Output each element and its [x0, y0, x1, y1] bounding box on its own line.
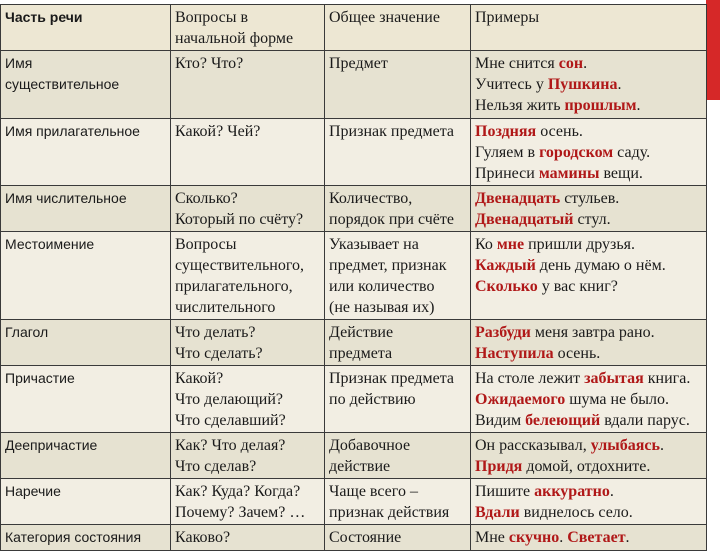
meaning-text: Чаще всего –	[329, 483, 418, 500]
example-text: пришли друзья.	[524, 236, 635, 253]
part-of-speech-name: Причастие	[5, 370, 75, 386]
example-sentence	[475, 121, 702, 142]
highlighted-word: Ожидаемого	[475, 391, 566, 408]
parts-of-speech-table	[0, 4, 707, 551]
questions-cell	[171, 186, 325, 232]
example-sentence	[475, 343, 702, 364]
questions-cell	[171, 525, 325, 551]
examples-cell	[471, 51, 707, 119]
meaning-cell	[325, 525, 471, 551]
meaning-text: Указывает на	[329, 236, 419, 253]
question-text: Вопросы	[175, 236, 237, 253]
question-text: Сколько?	[175, 190, 238, 207]
example-text: На столе лежит	[475, 370, 585, 387]
example-text: .	[660, 437, 664, 454]
question-text: Каково?	[175, 529, 231, 546]
example-sentence	[475, 527, 702, 548]
meaning-text: порядок при счёте	[329, 211, 454, 228]
highlighted-word: Разбуди	[475, 324, 531, 341]
table-row	[1, 366, 707, 433]
example-text: стульев.	[560, 190, 620, 207]
example-sentence	[475, 188, 702, 209]
part-of-speech-name: Категория состояния	[5, 529, 142, 545]
part-of-speech-name: Имя	[5, 55, 33, 71]
example-text: .	[609, 483, 614, 500]
highlighted-word: забытая	[584, 370, 644, 387]
header-part-of-speech: Часть речи	[1, 5, 171, 51]
question-text: Кто? Что?	[175, 55, 244, 72]
questions-cell	[171, 479, 325, 525]
part-of-speech-name: Имя прилагательное	[5, 123, 140, 139]
example-text: день думаю о нём.	[535, 257, 666, 274]
highlighted-word: Придя	[475, 458, 523, 475]
part-of-speech-name: Наречие	[5, 483, 61, 499]
examples-cell	[471, 232, 707, 320]
part-of-speech-name: Имя числительное	[5, 190, 127, 206]
question-text: Какой?	[175, 370, 224, 387]
example-sentence	[475, 276, 702, 297]
example-sentence	[475, 481, 702, 502]
example-text: Нельзя жить	[475, 97, 565, 114]
examples-cell	[471, 320, 707, 366]
example-sentence	[475, 95, 702, 116]
highlighted-word: улыбаясь	[590, 437, 660, 454]
header-examples: Примеры	[471, 5, 707, 51]
example-sentence	[475, 456, 702, 477]
part-of-speech-cell	[1, 232, 171, 320]
question-text: Как? Что делая?	[175, 437, 286, 454]
highlighted-word: Сколько	[475, 278, 538, 295]
example-text: у вас книг?	[537, 278, 618, 295]
question-text: прилагательного,	[175, 278, 293, 295]
table-row	[1, 186, 707, 232]
header-questions-line: Вопросы в	[175, 9, 249, 26]
meaning-text: Количество,	[329, 190, 413, 207]
question-text: Что сделавший?	[175, 412, 286, 429]
meaning-text: предмет, признак	[329, 257, 447, 274]
question-text: существительного,	[175, 257, 305, 274]
example-text: стул.	[573, 211, 611, 228]
meaning-text: предмета	[329, 345, 393, 362]
meaning-text: Добавочное	[329, 437, 411, 454]
example-text: Он рассказывал,	[475, 437, 591, 454]
meaning-text: Признак предмета	[329, 123, 454, 140]
example-text: Пишите	[475, 483, 535, 500]
highlighted-word: сон	[558, 55, 584, 72]
example-text: .	[583, 55, 588, 72]
highlighted-word: Двенадцать	[475, 190, 561, 207]
example-sentence	[475, 435, 702, 456]
questions-cell	[171, 51, 325, 119]
table-row	[1, 525, 707, 551]
meaning-cell	[325, 320, 471, 366]
meaning-cell	[325, 119, 471, 186]
meaning-cell	[325, 51, 471, 119]
question-text: Почему? Зачем? …	[175, 504, 306, 521]
table-row	[1, 119, 707, 186]
questions-cell	[171, 119, 325, 186]
question-text: числительного	[175, 299, 276, 316]
meaning-text: признак действия	[329, 504, 450, 521]
highlighted-word: прошлым	[564, 97, 637, 114]
example-text: книга.	[643, 370, 691, 387]
highlighted-word: Пушкина	[547, 76, 618, 93]
example-text: Видим	[475, 412, 526, 429]
highlighted-word: Светает	[567, 529, 626, 546]
part-of-speech-cell	[1, 366, 171, 433]
meaning-text: Предмет	[329, 55, 388, 72]
highlighted-word: Вдали	[475, 504, 520, 521]
example-text: .	[625, 529, 630, 546]
meaning-text: Признак предмета	[329, 370, 454, 387]
part-of-speech-cell	[1, 479, 171, 525]
example-text: осень.	[553, 345, 601, 362]
example-text: .	[559, 529, 568, 546]
header-questions	[171, 5, 325, 51]
examples-cell	[471, 433, 707, 479]
example-text: шума не было.	[565, 391, 669, 408]
example-text: виднелось село.	[519, 504, 633, 521]
highlighted-word: мне	[496, 236, 525, 253]
example-text: Принеси	[475, 165, 539, 182]
example-sentence	[475, 255, 702, 276]
meaning-text: Действие	[329, 324, 394, 341]
example-sentence	[475, 209, 702, 230]
question-text: Как? Куда? Когда?	[175, 483, 301, 500]
red-accent-bar	[706, 0, 720, 100]
questions-cell	[171, 433, 325, 479]
questions-cell	[171, 320, 325, 366]
part-of-speech-cell	[1, 51, 171, 119]
example-sentence	[475, 410, 702, 431]
part-of-speech-name: Глагол	[5, 324, 49, 340]
meaning-cell	[325, 186, 471, 232]
meaning-cell	[325, 479, 471, 525]
meaning-text: Состояние	[329, 529, 402, 546]
part-of-speech-name: существительное	[5, 76, 120, 92]
meaning-text: по действию	[329, 391, 416, 408]
example-text: Мне снится	[475, 55, 559, 72]
part-of-speech-cell	[1, 433, 171, 479]
example-sentence	[475, 368, 702, 389]
meaning-cell	[325, 433, 471, 479]
example-text: Учитесь у	[475, 76, 548, 93]
highlighted-word: Поздняя	[475, 123, 537, 140]
highlighted-word: Каждый	[475, 257, 536, 274]
part-of-speech-cell	[1, 525, 171, 551]
highlighted-word: аккуратно	[534, 483, 610, 500]
example-text: вдали парус.	[600, 412, 690, 429]
example-sentence	[475, 502, 702, 523]
meaning-text: или количество	[329, 278, 435, 295]
example-sentence	[475, 74, 702, 95]
example-sentence	[475, 234, 702, 255]
example-text: .	[636, 97, 641, 114]
questions-cell	[171, 232, 325, 320]
examples-cell	[471, 525, 707, 551]
examples-cell	[471, 186, 707, 232]
part-of-speech-cell	[1, 186, 171, 232]
meaning-text: действие	[329, 458, 391, 475]
part-of-speech-name: Местоимение	[5, 236, 95, 252]
part-of-speech-cell	[1, 320, 171, 366]
header-meaning: Общее значение	[325, 5, 471, 51]
table-row	[1, 479, 707, 525]
table-row	[1, 320, 707, 366]
example-sentence	[475, 142, 702, 163]
example-text: меня завтра рано.	[530, 324, 655, 341]
question-text: Который по счёту?	[175, 211, 304, 228]
header-questions-line: начальной форме	[175, 30, 294, 47]
table-row	[1, 433, 707, 479]
example-sentence	[475, 163, 702, 184]
example-text: осень.	[536, 123, 583, 140]
part-of-speech-cell	[1, 119, 171, 186]
meaning-cell	[325, 366, 471, 433]
example-sentence	[475, 389, 702, 410]
highlighted-word: мамины	[538, 165, 600, 182]
example-text: Мне	[475, 529, 509, 546]
table-row	[1, 51, 707, 119]
highlighted-word: городском	[539, 144, 614, 161]
part-of-speech-name: Деепричастие	[5, 437, 98, 453]
examples-cell	[471, 366, 707, 433]
examples-cell	[471, 119, 707, 186]
question-text: Что делающий?	[175, 391, 284, 408]
question-text: Что сделать?	[175, 345, 263, 362]
example-text: домой, отдохните.	[522, 458, 651, 475]
example-text: Гуляем в	[475, 144, 540, 161]
question-text: Какой? Чей?	[175, 123, 261, 140]
highlighted-word: скучно	[508, 529, 560, 546]
meaning-text: (не называя их)	[329, 299, 435, 316]
highlighted-word: белеющий	[525, 412, 601, 429]
meaning-cell	[325, 232, 471, 320]
table-row	[1, 232, 707, 320]
questions-cell	[171, 366, 325, 433]
highlighted-word: Наступила	[475, 345, 554, 362]
example-sentence	[475, 53, 702, 74]
table-header-row	[1, 5, 707, 51]
example-text: .	[617, 76, 622, 93]
question-text: Что сделав?	[175, 458, 257, 475]
highlighted-word: Двенадцатый	[475, 211, 574, 228]
example-text: вещи.	[599, 165, 643, 182]
example-text: Ко	[475, 236, 497, 253]
example-text: саду.	[613, 144, 651, 161]
examples-cell	[471, 479, 707, 525]
example-sentence	[475, 322, 702, 343]
question-text: Что делать?	[175, 324, 256, 341]
